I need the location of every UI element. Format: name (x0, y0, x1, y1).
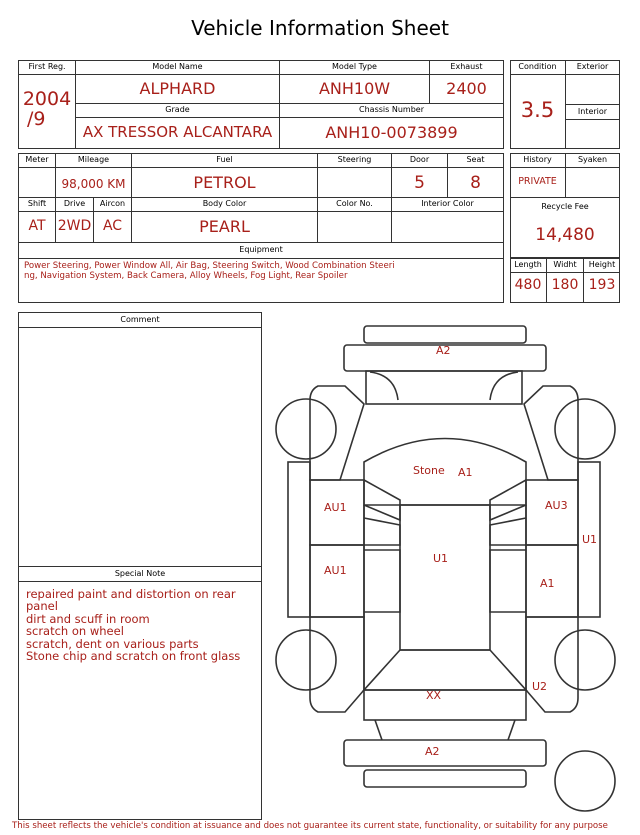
mark-right-front-door: AU3 (545, 499, 568, 512)
footer-disclaimer: This sheet reflects the vehicle's condition at issuance and does not guarantee its current state, functionality, or suitability for any purpose (12, 821, 608, 831)
steering-cell (318, 153, 392, 198)
first-reg-cell (18, 60, 76, 149)
exhaust-cell (430, 60, 504, 104)
interior-color-cell (392, 198, 504, 243)
drive-value: 2WD (57, 218, 92, 234)
door-cell (392, 153, 448, 198)
drive-cell (56, 198, 94, 243)
drive-label: Drive (56, 198, 93, 212)
length-value: 480 (514, 277, 542, 293)
shift-value: AT (28, 218, 46, 234)
special-note-label: Special Note (114, 569, 166, 578)
body-color-cell (132, 198, 318, 243)
right-front-wheel (555, 399, 615, 459)
mileage-cell (56, 153, 132, 198)
model-type-cell (280, 60, 430, 104)
left-rear-door (310, 545, 364, 617)
chassis-value: ANH10-0073899 (325, 123, 458, 142)
mark-left-rear-door: AU1 (324, 564, 347, 577)
meter-cell (18, 153, 56, 198)
model-type-value: ANH10W (318, 79, 391, 98)
door-label: Door (392, 154, 447, 168)
special-note-divider (18, 581, 262, 582)
grade-label: Grade (76, 104, 279, 118)
mark-right-rear-quarter: U2 (532, 680, 548, 693)
right-rear-quarter (526, 617, 578, 712)
width-label: Widht (553, 260, 577, 269)
spare-wheel (555, 751, 615, 811)
comment-label: Comment (120, 315, 160, 324)
right-rear-window (490, 550, 526, 612)
mark-left-front-door: AU1 (324, 501, 347, 514)
model-name-label: Model Name (76, 61, 279, 75)
history-value: PRIVATE (518, 176, 557, 187)
rear-gate (364, 690, 526, 720)
right-rear-wheel (555, 630, 615, 690)
exhaust-value: 2400 (446, 79, 487, 98)
car-damage-diagram (268, 318, 628, 818)
color-no-cell (318, 198, 392, 243)
body-color-value: PEARL (199, 217, 250, 236)
length-label: Length (514, 260, 542, 269)
condition-label: Condition (518, 62, 557, 71)
page-title: Vehicle Information Sheet (191, 16, 449, 40)
meter-label: Meter (19, 154, 55, 168)
mark-windshield-word: Stone (413, 464, 445, 477)
special-note-line: scratch, dent on various parts (26, 636, 199, 651)
equipment-line-1: Power Steering, Power Window All, Air Bag, Steering Switch, Wood Combination Steeri (24, 261, 395, 271)
color-no-label: Color No. (318, 198, 391, 212)
mark-windshield-code: A1 (458, 466, 473, 479)
roof (400, 505, 490, 650)
fuel-cell (132, 153, 318, 198)
seat-cell (448, 153, 504, 198)
history-label: History (523, 155, 552, 164)
grade-cell (76, 104, 280, 149)
fuel-label: Fuel (132, 154, 317, 168)
special-note-line: scratch on wheel (26, 624, 124, 639)
aircon-label: Aircon (94, 198, 131, 212)
fuel-value: PETROL (193, 173, 256, 192)
mark-right-front-fender: U1 (582, 533, 598, 546)
seat-label: Seat (448, 154, 503, 168)
aircon-cell (94, 198, 132, 243)
mark-rear-gate: XX (426, 689, 442, 702)
rear-window (364, 650, 526, 690)
recycle-fee-box (510, 198, 620, 258)
condition-value: 3.5 (520, 98, 555, 122)
equipment-label: Equipment (19, 243, 503, 259)
interior-label: Interior (577, 107, 608, 116)
mark-front-bumper: A2 (436, 344, 451, 357)
right-front-fender (524, 386, 578, 480)
hood-arc-left (370, 372, 398, 400)
mark-roof: U1 (433, 552, 449, 565)
mark-right-rear-door: A1 (540, 577, 555, 590)
shift-cell (18, 198, 56, 243)
mileage-label: Mileage (56, 154, 131, 168)
special-note-line: repaired paint and distortion on rear (26, 587, 236, 601)
body-color-label: Body Color (132, 198, 317, 212)
special-note-line: panel (26, 599, 58, 614)
rear-gate-right-edge (508, 720, 515, 740)
mileage-value: 98,000 KM (61, 177, 126, 191)
rear-bumper-bottom (364, 770, 526, 787)
mark-rear-bumper: A2 (425, 745, 440, 758)
special-note-divider-top (18, 566, 262, 567)
recycle-fee-value: 14,480 (535, 225, 595, 245)
left-a-pillar (364, 480, 400, 520)
hood (366, 371, 522, 404)
exhaust-label: Exhaust (430, 61, 503, 75)
dimensions-divider-h (510, 272, 620, 273)
hood-arc-right (490, 372, 518, 400)
history-divider-h (510, 167, 620, 168)
aircon-value: AC (102, 218, 123, 234)
rear-gate-left-edge (375, 720, 382, 740)
condition-divider-h2 (565, 104, 620, 105)
height-value: 193 (588, 277, 616, 293)
model-name-value: ALPHARD (139, 79, 216, 98)
left-rear-quarter (310, 617, 364, 712)
special-note-line: Stone chip and scratch on front glass (26, 649, 241, 664)
left-rear-wheel (276, 630, 336, 690)
door-value: 5 (414, 173, 425, 193)
condition-divider-h1 (510, 74, 620, 75)
first-reg-year: 2004 (22, 88, 72, 110)
grade-value: AX TRESSOR ALCANTARA (82, 123, 273, 141)
left-front-window (364, 518, 400, 545)
seat-value: 8 (470, 173, 481, 193)
syaken-label: Syaken (577, 155, 608, 164)
rear-bumper (344, 740, 546, 766)
left-front-fender (310, 386, 364, 480)
recycle-fee-label: Recycle Fee (541, 202, 589, 211)
right-front-window (490, 518, 526, 545)
left-rear-window (364, 550, 400, 612)
right-a-pillar (490, 480, 526, 520)
front-bumper-top (364, 326, 526, 343)
first-reg-month: /9 (27, 108, 46, 130)
special-notes-list (26, 588, 258, 662)
chassis-label: Chassis Number (280, 104, 503, 118)
special-note-line: dirt and scuff in room (26, 611, 150, 626)
chassis-cell (280, 104, 504, 149)
comment-divider (18, 327, 262, 328)
right-front-door (526, 480, 578, 545)
steering-label: Steering (318, 154, 391, 168)
windshield (364, 439, 526, 506)
interior-color-label: Interior Color (392, 198, 503, 212)
width-value: 180 (551, 277, 579, 293)
exterior-label: Exterior (576, 62, 609, 71)
left-side-strip (288, 462, 310, 617)
first-reg-label: First Reg. (19, 61, 75, 75)
left-front-wheel (276, 399, 336, 459)
model-name-cell (76, 60, 280, 104)
condition-divider-h3 (565, 119, 620, 120)
height-label: Height (588, 260, 616, 269)
model-type-label: Model Type (280, 61, 429, 75)
equipment-line-2: ng, Navigation System, Back Camera, Alloy Wheels, Fog Light, Rear Spoiler (24, 271, 348, 281)
shift-label: Shift (19, 198, 55, 212)
equipment-cell (18, 243, 504, 303)
